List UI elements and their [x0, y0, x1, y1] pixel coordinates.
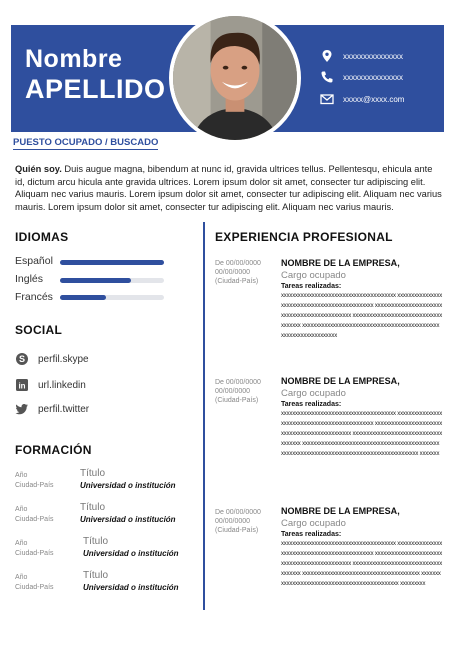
education-institution: Universidad o institución: [83, 583, 179, 592]
social-item-twitter[interactable]: [15, 402, 89, 416]
social-label: url.linkedin: [38, 379, 86, 391]
social-label: perfil.twitter: [38, 403, 90, 415]
contact-location: [320, 49, 403, 63]
job-tasks: xxxxxxxxxxxxxxxxxxxxxxxxxxxxxxxxxxxxxxxxx xxxxxxxxxxxxxxxxxxxxxxxxxxxxxxxxxxxxxxxxxxxxxxxxx xxxxxxxxxxxxxxxxxxxxxxxxxxxxxxxxxxxxxxxxxxxxxxxxx xxxxxxxxxxxxxxxxxxxxxxxxxxxxxxxxxxxxxxx xxxxxxxxxxxxxxxxxxxxxxxxxxxxxxxxxxxxxxxxxx xxxxxxxxxxxxxxxxxxxxxxxxxxxxxxxxxxxxxxxxxxxxxxxxx xxxxxxxxx: [281, 541, 443, 587]
job-location: (Ciudad-País): [215, 397, 259, 404]
education-date: [15, 539, 54, 559]
education-place: Ciudad-País: [15, 550, 54, 557]
social-item-linkedin[interactable]: [15, 378, 86, 392]
job-dates: [215, 259, 261, 286]
social-label: perfil.skype: [38, 353, 89, 365]
job-date-to: 00/00/0000: [215, 388, 251, 395]
linkedin-icon: [15, 378, 29, 392]
contact-location-text: xxxxxxxxxxxxxxx: [343, 51, 403, 61]
summary-text: Duis augue magna, bibendum at nunc id, gravida ultrices tellus. Pellentesqu, ehicula ante id, dictum arcu hicula ante gravida ultrices. Lorem ipsum dolor sit amet, consecter tur adipiscing elit. Aliquam nec varius mauris. Lorem ipsum dolor sit amet, consecter tur adipiscing elit. Aliquam nec varius mauris. Lorem ipsum dolor sit amet, consecter tur adipiscing elit. Aliquam nec varius mauris.: [15, 164, 442, 212]
job-company: NOMBRE DE LA EMPRESA,: [281, 258, 400, 268]
education-place: Ciudad-País: [15, 516, 54, 523]
job-company-text: NOMBRE DE LA EMPRESA: [281, 376, 398, 386]
education-degree: Título: [80, 468, 106, 479]
skype-icon: [15, 352, 29, 366]
summary-lead: Quién soy.: [15, 164, 62, 174]
job-tasks-label: Tareas realizadas:: [281, 283, 342, 290]
job-tasks: xxxxxxxxxxxxxxxxxxxxxxxxxxxxxxxxxxxxxxxxx xxxxxxxxxxxxxxxxxxxxxxxxxxxxxxxxxxxxxxxxxxxxxxxxx xxxxxxxxxxxxxxxxxxxxxxxxxxxxxxxxxxxxxxxxxxxxxxxxx xxxxxxxxxxxxxxxxxxxxxxxxxxxxxxxxxxxxxxx xxxxxxxxxxxxxxxxxxxxxxxxxxxxxxxxxxxxxxxxxxxxxxxxx xxxxxxxxxxxxxxxxxxxxxxxxxxxxxxxxxxxxxxxxxxxxxxxxx xxxxxxx: [281, 411, 443, 457]
education-date: [15, 573, 54, 593]
job-position: Cargo ocupado: [281, 270, 346, 281]
job-dates: [215, 508, 261, 535]
contact-phone: [320, 70, 403, 84]
education-place: Ciudad-País: [15, 584, 54, 591]
job-company: NOMBRE DE LA EMPRESA,: [281, 506, 400, 516]
language-label: Francés: [15, 291, 53, 303]
language-label: Inglés: [15, 273, 44, 285]
contact-email-text: xxxxx@xxxx.com: [343, 94, 405, 104]
job-location: (Ciudad-País): [215, 278, 259, 285]
contact-phone-text: xxxxxxxxxxxxxxx: [343, 72, 403, 82]
education-year: Año: [15, 506, 28, 513]
language-level-bar: [60, 260, 164, 265]
education-degree: Título: [83, 570, 109, 581]
job-date-to: 00/00/0000: [215, 518, 251, 525]
section-title-experiencia: EXPERIENCIA PROFESIONAL: [215, 230, 393, 244]
job-tasks-label: Tareas realizadas:: [281, 531, 342, 538]
section-title-formacion: FORMACIÓN: [15, 443, 92, 457]
job-date-from: De 00/00/0000: [215, 509, 261, 516]
education-degree: Título: [83, 536, 109, 547]
phone-icon: [320, 70, 334, 84]
language-level-bar: [60, 295, 164, 300]
last-name: APELLIDO: [25, 74, 166, 104]
job-tasks: xxxxxxxxxxxxxxxxxxxxxxxxxxxxxxxxxxxxxxxxx xxxxxxxxxxxxxxxxxxxxxxxxxxxxxxxxxxxxxxxxxxxxxxxxx xxxxxxxxxxxxxxxxxxxxxxxxxxxxxxxxxxxxxxxxxxxxxxxxx xxxxxxxxxxxxxxxxxxxxxxxxxxxxxxxxxxxxxxx xxxxxxxxxxxxxxxxxxxxxxxxxxxxxxxxxxxxxxxxxxxxxxxxx xxxxxxxxxxxxxxxxxxxx: [281, 293, 443, 339]
profile-photo: [169, 12, 301, 144]
education-year: Año: [15, 574, 28, 581]
job-position: Cargo ocupado: [281, 518, 346, 529]
twitter-icon: [15, 402, 29, 416]
job-role: PUESTO OCUPADO / BUSCADO: [13, 137, 159, 148]
education-year: Año: [15, 472, 28, 479]
column-divider: [203, 222, 205, 610]
contact-email: [320, 92, 404, 106]
job-company-text: NOMBRE DE LA EMPRESA: [281, 506, 398, 516]
education-date: [15, 505, 54, 525]
language-level-fill: [60, 260, 164, 265]
job-date-from: De 00/00/0000: [215, 260, 261, 267]
job-company-text: NOMBRE DE LA EMPRESA: [281, 258, 398, 268]
education-institution: Universidad o institución: [80, 515, 176, 524]
language-label: Español: [15, 255, 53, 267]
svg-text:in: in: [18, 381, 26, 391]
first-name: Nombre: [25, 45, 123, 73]
education-place: Ciudad-País: [15, 482, 54, 489]
job-date-to: 00/00/0000: [215, 269, 251, 276]
job-tasks-label: Tareas realizadas:: [281, 401, 342, 408]
summary-paragraph: [15, 163, 443, 213]
education-institution: Universidad o institución: [80, 481, 176, 490]
envelope-icon: [320, 92, 334, 106]
svg-text:S: S: [18, 354, 26, 364]
education-institution: Universidad o institución: [83, 549, 179, 558]
education-year: Año: [15, 540, 28, 547]
education-date: [15, 471, 54, 491]
language-level-bar: [60, 278, 164, 283]
education-degree: Título: [80, 502, 106, 513]
job-date-from: De 00/00/0000: [215, 379, 261, 386]
language-level-fill: [60, 295, 106, 300]
job-dates: [215, 378, 261, 405]
section-title-idiomas: IDIOMAS: [15, 230, 69, 244]
job-location: (Ciudad-País): [215, 527, 259, 534]
job-company: NOMBRE DE LA EMPRESA,: [281, 376, 400, 386]
social-item-skype[interactable]: [15, 352, 89, 366]
job-position: Cargo ocupado: [281, 388, 346, 399]
location-pin-icon: [320, 49, 334, 63]
language-level-fill: [60, 278, 131, 283]
section-title-social: SOCIAL: [15, 323, 63, 337]
